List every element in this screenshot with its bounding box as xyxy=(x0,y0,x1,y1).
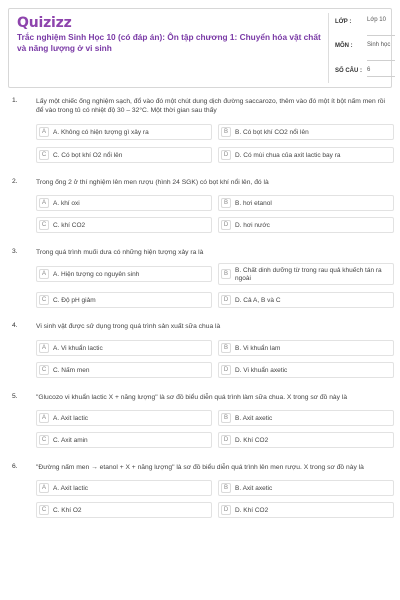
question-text: "Glucozo vi khuẩn lactic X + năng lượng" là sơ đồ biểu diễn quá trình làm sữa chua. X trong sơ đồ này là xyxy=(36,394,348,401)
option-text: C. Độ pH giảm xyxy=(53,296,96,304)
option-letter: A xyxy=(39,343,49,353)
question-text: Lấy một chiếc ống nghiệm sạch, đổ vào đó một chút dung dịch đường saccarozo, thêm vào đó một ít bột nấm men rồi để vào trong tủ có nhiệt độ 30 – 32°C. Một thời gian sau thấy xyxy=(36,98,386,114)
option-letter: A xyxy=(39,198,49,208)
option-letter: A xyxy=(39,269,49,279)
option-c[interactable] xyxy=(36,292,212,308)
option-letter: D xyxy=(221,150,231,160)
option-letter: B xyxy=(221,269,231,279)
option-letter: B xyxy=(221,343,231,353)
option-text: B. Axit axetic xyxy=(235,484,273,492)
option-letter: C xyxy=(39,295,49,305)
meta-divider xyxy=(328,13,329,83)
option-text: A. khí oxi xyxy=(53,199,80,207)
option-c[interactable] xyxy=(36,502,212,518)
question-count-underline xyxy=(367,76,395,77)
option-letter: D xyxy=(221,295,231,305)
option-a[interactable] xyxy=(36,410,212,426)
option-text: D. Vi khuẩn axetic xyxy=(235,366,288,374)
option-letter: D xyxy=(221,435,231,445)
option-text: C. Axit amin xyxy=(53,436,88,444)
option-text: D. Khí CO2 xyxy=(235,506,269,514)
class-value-underline xyxy=(367,35,395,36)
quizizz-logo[interactable]: Quizizz xyxy=(17,15,72,31)
class-value: Lớp 10 xyxy=(367,17,386,23)
option-letter: B xyxy=(221,483,231,493)
option-letter: C xyxy=(39,365,49,375)
option-b[interactable] xyxy=(218,340,394,356)
option-letter: C xyxy=(39,220,49,230)
question-text: Trong ống 2 ở thí nghiệm lên men rượu (hình 24 SGK) có bọt khí nổi lên, đó là xyxy=(36,179,269,186)
option-b[interactable] xyxy=(218,410,394,426)
option-a[interactable] xyxy=(36,124,212,140)
option-letter: C xyxy=(39,435,49,445)
question-number: 6. xyxy=(12,463,18,470)
option-d[interactable] xyxy=(218,432,394,448)
option-letter: A xyxy=(39,413,49,423)
option-text: C. Khí O2 xyxy=(53,506,82,514)
class-label: LỚP : xyxy=(335,19,352,25)
option-text: B. Có bọt khí CO2 nổi lên xyxy=(235,128,309,136)
question-number: 4. xyxy=(12,322,18,329)
option-text: C. Nấm men xyxy=(53,366,90,374)
option-text: B. hơi etanol xyxy=(235,199,272,207)
option-text: B. Chất dinh dưỡng từ trong rau quả khuếch tán ra ngoài xyxy=(235,266,382,282)
option-text: B. Vi khuẩn lam xyxy=(235,344,281,352)
subject-value-underline xyxy=(367,60,395,61)
question-number: 5. xyxy=(12,393,18,400)
question-text: Vi sinh vật được sử dụng trong quá trình sản xuất sữa chua là xyxy=(36,323,221,330)
option-letter: D xyxy=(221,220,231,230)
option-text: D. Có mùi chua của axit lactic bay ra xyxy=(235,151,341,159)
option-text: C. khí CO2 xyxy=(53,221,86,229)
question-text: "Đường nấm men → etanol + X + năng lượng" là sơ đồ biểu diễn quá trình lên men rượu. X trong sơ đồ này là xyxy=(36,464,364,471)
option-b[interactable] xyxy=(218,124,394,140)
option-text: A. Hiện tượng co nguyên sinh xyxy=(53,270,140,278)
option-text: A. Không có hiện tượng gì xảy ra xyxy=(53,128,149,136)
subject-value: Sinh học xyxy=(367,42,391,48)
option-text: C. Có bọt khí O2 nổi lên xyxy=(53,151,123,159)
option-text: B. Axit axetic xyxy=(235,414,273,422)
option-d[interactable] xyxy=(218,217,394,233)
worksheet-header xyxy=(8,8,392,88)
option-text: D. Cả A, B và C xyxy=(235,296,281,304)
option-b[interactable] xyxy=(218,263,394,285)
option-letter: D xyxy=(221,505,231,515)
question-text: Trong quá trình muối dưa có những hiện tượng xảy ra là xyxy=(36,249,204,256)
question-count-label: SỐ CÂU : xyxy=(335,68,362,74)
option-b[interactable] xyxy=(218,480,394,496)
worksheet-title: Trắc nghiệm Sinh Học 10 (có đáp án): Ôn tập chương 1: Chuyển hóa vật chất và năng lượng ở vi sinh xyxy=(17,32,321,53)
option-text: D. Khí CO2 xyxy=(235,436,269,444)
option-text: D. hơi nước xyxy=(235,221,270,229)
option-text: A. Vi khuẩn lactic xyxy=(53,344,103,352)
option-c[interactable] xyxy=(36,362,212,378)
option-letter: C xyxy=(39,505,49,515)
option-letter: A xyxy=(39,127,49,137)
option-text: A. Axit lactic xyxy=(53,484,89,492)
option-letter: B xyxy=(221,198,231,208)
option-letter: B xyxy=(221,127,231,137)
option-b[interactable] xyxy=(218,195,394,211)
option-letter: C xyxy=(39,150,49,160)
option-c[interactable] xyxy=(36,217,212,233)
option-a[interactable] xyxy=(36,340,212,356)
question-number: 1. xyxy=(12,97,18,104)
option-c[interactable] xyxy=(36,432,212,448)
option-a[interactable] xyxy=(36,480,212,496)
option-text: A. Axit lactic xyxy=(53,414,89,422)
question-count-value: 6 xyxy=(367,67,371,73)
subject-label: MÔN : xyxy=(335,43,353,49)
option-c[interactable] xyxy=(36,147,212,163)
question-number: 3. xyxy=(12,248,18,255)
option-d[interactable] xyxy=(218,147,394,163)
option-a[interactable] xyxy=(36,195,212,211)
option-d[interactable] xyxy=(218,292,394,308)
option-letter: D xyxy=(221,365,231,375)
option-d[interactable] xyxy=(218,502,394,518)
option-letter: B xyxy=(221,413,231,423)
option-d[interactable] xyxy=(218,362,394,378)
option-letter: A xyxy=(39,483,49,493)
option-a[interactable] xyxy=(36,266,212,282)
question-number: 2. xyxy=(12,178,18,185)
